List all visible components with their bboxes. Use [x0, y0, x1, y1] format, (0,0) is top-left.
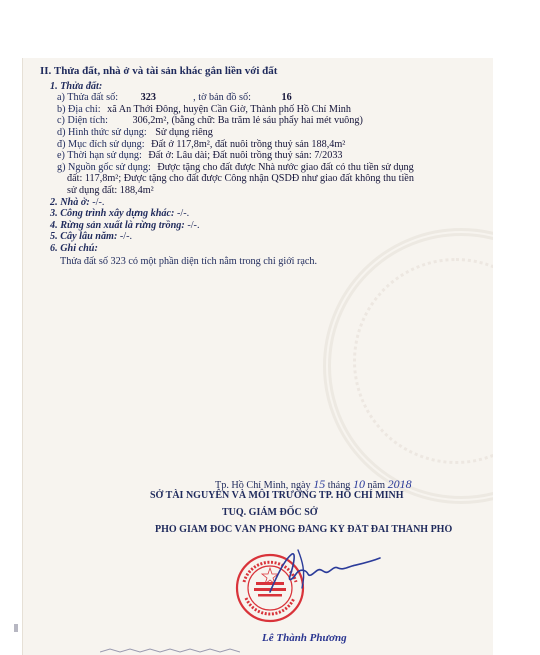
term-row	[57, 150, 480, 162]
date-year-label: năm	[367, 480, 386, 491]
address-row	[57, 104, 480, 116]
house-heading: 2. Nhà ở:	[50, 196, 90, 208]
issuing-authority: SỞ TÀI NGUYÊN VÀ MÔI TRƯỜNG TP. HỒ CHÍ MINH	[150, 490, 404, 501]
bottom-edge-decoration	[100, 646, 240, 655]
section-title: II. Thửa đất, nhà ở và tài sản khác gắn liền với đất	[40, 65, 278, 77]
purpose-row	[57, 139, 480, 151]
usage-form-row	[57, 127, 480, 139]
area-value: 306,2m², (bằng chữ: Ba trăm lẻ sáu phẩy hai mét vuông)	[132, 115, 363, 127]
origin-value-2: đất: 117,8m²; Được tặng cho đất được Công nhận QSDĐ như giao đất không thu tiền	[67, 173, 414, 185]
edge-mark	[14, 624, 18, 632]
watermark-emblem	[323, 228, 493, 504]
section-content	[40, 66, 480, 267]
address-label: b) Địa chỉ:	[57, 103, 101, 115]
date-month-label: tháng	[327, 480, 351, 491]
trees-row	[50, 231, 480, 243]
signature-icon	[262, 548, 392, 598]
authority-delegation: TUQ. GIÁM ĐỐC SỞ	[222, 507, 318, 518]
parcel-row	[57, 92, 480, 104]
notes-heading: 6. Ghi chú:	[50, 242, 98, 254]
area-label: c) Diện tích:	[57, 115, 108, 127]
signer-title: PHÓ GIÁM ĐỐC VĂN PHÒNG ĐĂNG KÝ ĐẤT ĐAI THÀNH PHỐ	[155, 524, 453, 535]
usage-form-label: d) Hình thức sử dụng:	[57, 126, 147, 138]
construction-value: -/-.	[176, 208, 190, 220]
parcel-number: 323	[140, 92, 156, 104]
map-label: , tờ bản đồ số:	[193, 92, 251, 104]
origin-value-3: sử dụng đất: 188,4m²	[67, 184, 154, 196]
forest-row	[50, 220, 480, 232]
forest-value: -/-.	[187, 219, 200, 231]
construction-row	[50, 208, 480, 220]
house-value: -/-.	[92, 196, 105, 208]
purpose-label: đ) Mục đích sử dụng:	[57, 138, 145, 150]
trees-value: -/-.	[119, 231, 133, 243]
date-day: 15	[313, 477, 326, 491]
origin-label: g) Nguồn gốc sử dụng:	[57, 161, 151, 173]
map-number: 16	[281, 92, 292, 104]
watermark-ring	[353, 258, 493, 464]
notes-text: Thửa đất số 323 có một phần diện tích nằm trong chỉ giới rạch.	[60, 255, 318, 267]
usage-form-value: Sử dụng riêng	[155, 126, 213, 138]
construction-heading: 3. Công trình xây dựng khác:	[50, 208, 175, 220]
date-month: 10	[352, 477, 365, 491]
signer-name: Lê Thành Phương	[262, 632, 347, 644]
date-prefix: Tp. Hồ Chí Minh, ngày	[215, 480, 311, 491]
area-row	[57, 115, 480, 127]
origin-value-1: Được tặng cho đất được Nhà nước giao đất có thu tiền sử dụng	[157, 161, 414, 173]
land-heading: 1. Thửa đất:	[50, 80, 103, 92]
purpose-value: Đất ở 117,8m², đất nuôi trồng thuỷ sản 188,4m²	[151, 138, 346, 150]
forest-heading: 4. Rừng sản xuất là rừng trồng:	[50, 219, 185, 231]
house-row	[50, 197, 480, 209]
date-year: 2018	[387, 477, 412, 491]
parcel-label: a) Thửa đất số:	[57, 92, 119, 104]
address-value: xã An Thới Đông, huyện Cần Giờ, Thành phố Hồ Chí Minh	[107, 103, 351, 115]
trees-heading: 5. Cây lâu năm:	[50, 231, 118, 243]
origin-row	[57, 162, 480, 174]
term-label: e) Thời hạn sử dụng:	[57, 150, 142, 162]
term-value: Đất ở: Lâu dài; Đất nuôi trồng thuỷ sản: 7/2033	[148, 150, 343, 162]
